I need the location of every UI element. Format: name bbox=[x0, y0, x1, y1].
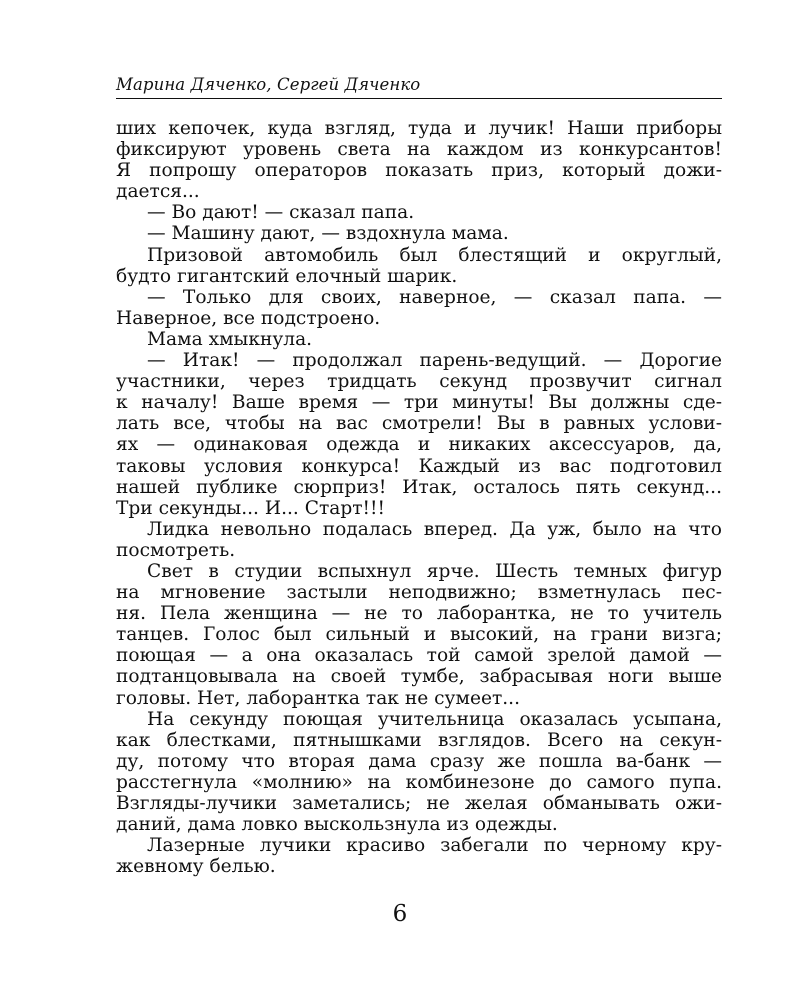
text-line: Лидка невольно подалась вперед. Да уж, было на что bbox=[147, 518, 722, 540]
running-title: Марина Дяченко, Сергей Дяченко bbox=[116, 75, 421, 94]
text-line: — Машину дают, — вздохнула мама. bbox=[147, 223, 509, 245]
text-line: Я попрошу операторов показать приз, который дожи- bbox=[116, 160, 722, 182]
text-line: головы. Нет, лаборантка так не сумеет... bbox=[116, 687, 520, 709]
text-line: дается... bbox=[116, 181, 200, 203]
text-line: Лазерные лучики красиво забегали по черному кру- bbox=[147, 835, 722, 857]
text-line: расстегнула «молнию» на комбинезоне до самого пупа. bbox=[116, 771, 722, 793]
text-line: Мама хмыкнула. bbox=[147, 328, 313, 350]
text-line: посмотреть. bbox=[116, 539, 236, 561]
text-line: — Только для своих, наверное, — сказал папа. — bbox=[147, 286, 722, 308]
text-line: Свет в студии вспыхнул ярче. Шесть темных фигур bbox=[147, 560, 722, 582]
text-line: к началу! Ваше время — три минуты! Вы должны сде- bbox=[116, 392, 722, 414]
text-line: Взгляды-лучики заметались; не желая обманывать ожи- bbox=[116, 793, 722, 814]
text-line: Три секунды... И... Старт!!! bbox=[116, 497, 385, 519]
text-line: нашей публике сюрприз! Итак, осталось пять секунд... bbox=[116, 476, 722, 498]
text-line: даний, дама ловко выскользнула из одежды. bbox=[116, 814, 558, 836]
text-line: будто гигантский елочный шарик. bbox=[116, 265, 458, 287]
text-line: участники, через тридцать секунд прозвучит сигнал bbox=[116, 371, 722, 393]
text-line: поющая — а она оказалась той самой зрелой дамой — bbox=[116, 645, 722, 667]
text-line: ях — одинаковая одежда и никаких аксессуаров, да, bbox=[116, 434, 722, 456]
text-line: лать все, чтобы на вас смотрели! Вы в равных услови- bbox=[116, 413, 722, 435]
running-header bbox=[116, 74, 722, 99]
text-line: Призовой автомобиль был блестящий и округлый, bbox=[147, 244, 722, 266]
page-number: 6 bbox=[392, 901, 408, 927]
body-text bbox=[116, 118, 722, 877]
text-line: — Во дают! — сказал папа. bbox=[147, 202, 415, 224]
text-line: Наверное, все подстроено. bbox=[116, 307, 381, 329]
text-line: фиксируют уровень света на каждом из конкурсантов! bbox=[116, 139, 722, 161]
text-line: — Итак! — продолжал парень-ведущий. — Дорогие bbox=[147, 350, 722, 372]
text-line: на мгновение застыли неподвижно; взметнулась пес- bbox=[116, 582, 722, 604]
text-line: ня. Пела женщина — не то лаборантка, не то учитель bbox=[116, 603, 722, 625]
text-line: подтанцовывала на своей тумбе, забрасывая ноги выше bbox=[116, 666, 722, 688]
text-line: ших кепочек, куда взгляд, туда и лучик! Наши приборы bbox=[116, 118, 722, 139]
text-line: таковы условия конкурса! Каждый из вас подготовил bbox=[116, 455, 722, 477]
text-line: танцев. Голос был сильный и высокий, на грани визга; bbox=[116, 624, 722, 646]
text-line: На секунду поющая учительница оказалась усыпана, bbox=[147, 708, 722, 730]
text-line: как блестками, пятнышками взглядов. Всего на секун- bbox=[116, 729, 722, 751]
text-line: жевному белью. bbox=[116, 856, 276, 878]
text-line: ду, потому что вторая дама сразу же пошла ва-банк — bbox=[116, 750, 722, 772]
